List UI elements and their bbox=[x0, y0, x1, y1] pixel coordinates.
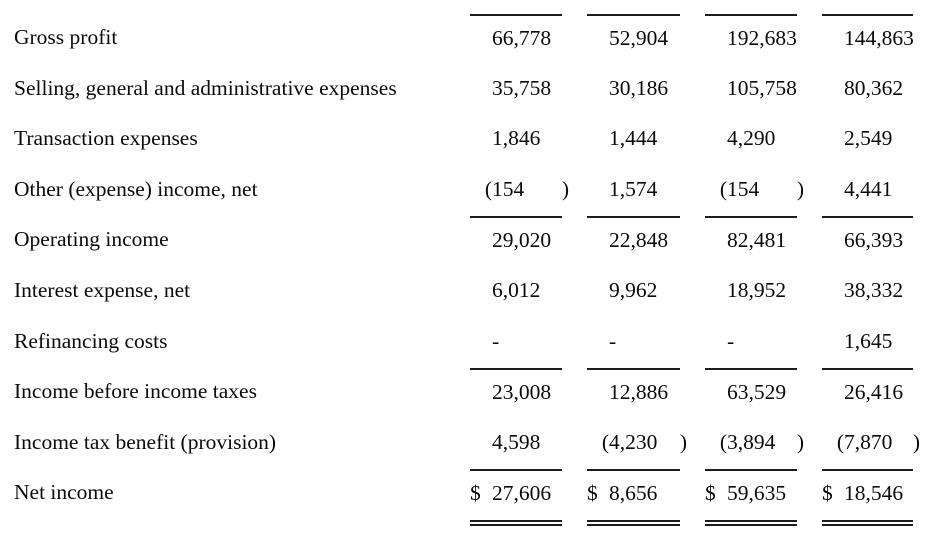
value-cell bbox=[587, 166, 680, 217]
cell-prefix: $ bbox=[587, 481, 598, 506]
cell-value: 1,574 bbox=[609, 176, 658, 201]
cell-value: 18,546 bbox=[844, 481, 904, 506]
double-rule-cell bbox=[822, 520, 913, 532]
row-label: Refinancing costs bbox=[14, 328, 168, 353]
table-row bbox=[0, 166, 950, 217]
row-label: Net income bbox=[14, 480, 114, 505]
row-label: Selling, general and administrative expenses bbox=[14, 75, 397, 100]
double-rule-row-label-spacer bbox=[0, 520, 445, 532]
cell-prefix: $ bbox=[470, 481, 481, 506]
value-cell bbox=[587, 14, 680, 65]
cell-value: 18,952 bbox=[727, 277, 787, 302]
cell-value: 38,332 bbox=[844, 277, 904, 302]
cell-value: 2,549 bbox=[844, 126, 893, 151]
cell-suffix: ) bbox=[912, 429, 920, 454]
cell-prefix: $ bbox=[705, 481, 716, 506]
table-top-spacer bbox=[0, 0, 950, 14]
double-rule bbox=[822, 520, 913, 526]
value-cell bbox=[587, 216, 680, 267]
table-row bbox=[0, 14, 950, 65]
value-cell bbox=[705, 65, 797, 116]
cell-value: 52,904 bbox=[609, 26, 669, 50]
value-cell bbox=[470, 65, 562, 116]
cell-value: 80,362 bbox=[844, 75, 904, 100]
cell-value: 8,656 bbox=[609, 481, 658, 506]
cell-value: 9,962 bbox=[609, 277, 658, 302]
cell-value: 12,886 bbox=[609, 380, 669, 405]
cell-value: - bbox=[609, 328, 617, 353]
value-cell bbox=[822, 65, 913, 116]
value-cell bbox=[705, 216, 797, 267]
cell-value: - bbox=[727, 328, 735, 353]
value-cell bbox=[705, 115, 797, 166]
value-cell bbox=[705, 267, 797, 318]
table-row bbox=[0, 419, 950, 470]
value-cell bbox=[470, 267, 562, 318]
double-rule bbox=[587, 520, 680, 526]
cell-prefix: ( bbox=[836, 429, 844, 454]
cell-prefix: ( bbox=[484, 176, 492, 201]
double-rule-cell bbox=[470, 520, 562, 532]
double-rule bbox=[705, 520, 797, 526]
cell-value: 82,481 bbox=[727, 228, 787, 253]
cell-prefix: ( bbox=[601, 429, 609, 454]
cell-value: 30,186 bbox=[609, 75, 669, 100]
cell-value: 4,230 bbox=[609, 429, 658, 454]
cell-value: 63,529 bbox=[727, 380, 787, 405]
value-cell bbox=[822, 14, 913, 65]
value-cell bbox=[822, 318, 913, 369]
value-cell bbox=[705, 166, 804, 217]
cell-suffix: ) bbox=[796, 176, 804, 201]
table-row bbox=[0, 318, 950, 369]
value-cell bbox=[705, 14, 797, 65]
value-cell bbox=[705, 419, 804, 470]
value-cell bbox=[822, 115, 913, 166]
double-rule bbox=[470, 520, 562, 526]
value-cell bbox=[822, 419, 920, 470]
cell-value: 105,758 bbox=[727, 75, 797, 100]
value-cell bbox=[470, 115, 562, 166]
value-cell bbox=[587, 115, 680, 166]
double-rule-cell bbox=[587, 520, 680, 532]
cell-value: 23,008 bbox=[492, 380, 552, 405]
value-cell bbox=[470, 469, 562, 520]
value-cell bbox=[587, 65, 680, 116]
row-label: Gross profit bbox=[14, 25, 118, 49]
value-cell bbox=[470, 368, 562, 419]
value-cell bbox=[587, 469, 680, 520]
cell-value: 6,012 bbox=[492, 277, 541, 302]
row-label: Transaction expenses bbox=[14, 126, 198, 151]
cell-value: 3,894 bbox=[727, 429, 776, 454]
value-cell bbox=[587, 368, 680, 419]
value-cell bbox=[822, 166, 913, 217]
value-cell bbox=[705, 368, 797, 419]
table-row bbox=[0, 267, 950, 318]
value-cell bbox=[470, 419, 562, 470]
table-row bbox=[0, 368, 950, 419]
cell-suffix: ) bbox=[679, 429, 687, 454]
cell-value: 7,870 bbox=[844, 429, 893, 454]
cell-value: 4,598 bbox=[492, 429, 541, 454]
value-cell bbox=[587, 318, 680, 369]
value-cell bbox=[587, 419, 687, 470]
cell-value: 26,416 bbox=[844, 380, 904, 405]
value-cell bbox=[822, 216, 913, 267]
double-rule-row bbox=[0, 520, 950, 532]
cell-value: 66,393 bbox=[844, 228, 904, 253]
cell-value: 144,863 bbox=[844, 26, 914, 50]
value-cell bbox=[705, 318, 797, 369]
cell-prefix: ( bbox=[719, 429, 727, 454]
table-row bbox=[0, 216, 950, 267]
table-row bbox=[0, 115, 950, 166]
value-cell bbox=[470, 14, 562, 65]
value-cell bbox=[470, 318, 562, 369]
table-row bbox=[0, 65, 950, 116]
value-cell bbox=[822, 368, 913, 419]
value-cell bbox=[470, 216, 562, 267]
row-label: Interest expense, net bbox=[14, 277, 191, 302]
cell-suffix: ) bbox=[561, 176, 569, 201]
value-cell bbox=[822, 469, 913, 520]
cell-prefix: $ bbox=[822, 481, 833, 506]
value-cell bbox=[822, 267, 913, 318]
cell-value: 22,848 bbox=[609, 228, 669, 253]
cell-suffix: ) bbox=[796, 429, 804, 454]
row-label: Other (expense) income, net bbox=[14, 176, 258, 201]
cell-value: 4,441 bbox=[844, 176, 893, 201]
row-label: Income before income taxes bbox=[14, 379, 257, 404]
row-label: Operating income bbox=[14, 227, 169, 252]
value-cell bbox=[587, 267, 680, 318]
cell-prefix: ( bbox=[719, 176, 727, 201]
cell-value: 1,846 bbox=[492, 126, 541, 151]
cell-value: 59,635 bbox=[727, 481, 787, 506]
cell-value: 4,290 bbox=[727, 126, 776, 151]
cell-value: 1,645 bbox=[844, 328, 893, 353]
value-cell bbox=[470, 166, 569, 217]
cell-value: 66,778 bbox=[492, 26, 552, 50]
cell-value: 1,444 bbox=[609, 126, 658, 151]
cell-value: 192,683 bbox=[727, 26, 797, 50]
table-row bbox=[0, 469, 950, 520]
cell-value: - bbox=[492, 328, 500, 353]
value-cell bbox=[705, 469, 797, 520]
double-rule-cell bbox=[705, 520, 797, 532]
cell-value: 154 bbox=[727, 176, 760, 201]
cell-value: 29,020 bbox=[492, 228, 552, 253]
cell-value: 27,606 bbox=[492, 481, 552, 506]
cell-value: 35,758 bbox=[492, 75, 552, 100]
cell-value: 154 bbox=[492, 176, 525, 201]
row-label: Income tax benefit (provision) bbox=[14, 429, 277, 454]
